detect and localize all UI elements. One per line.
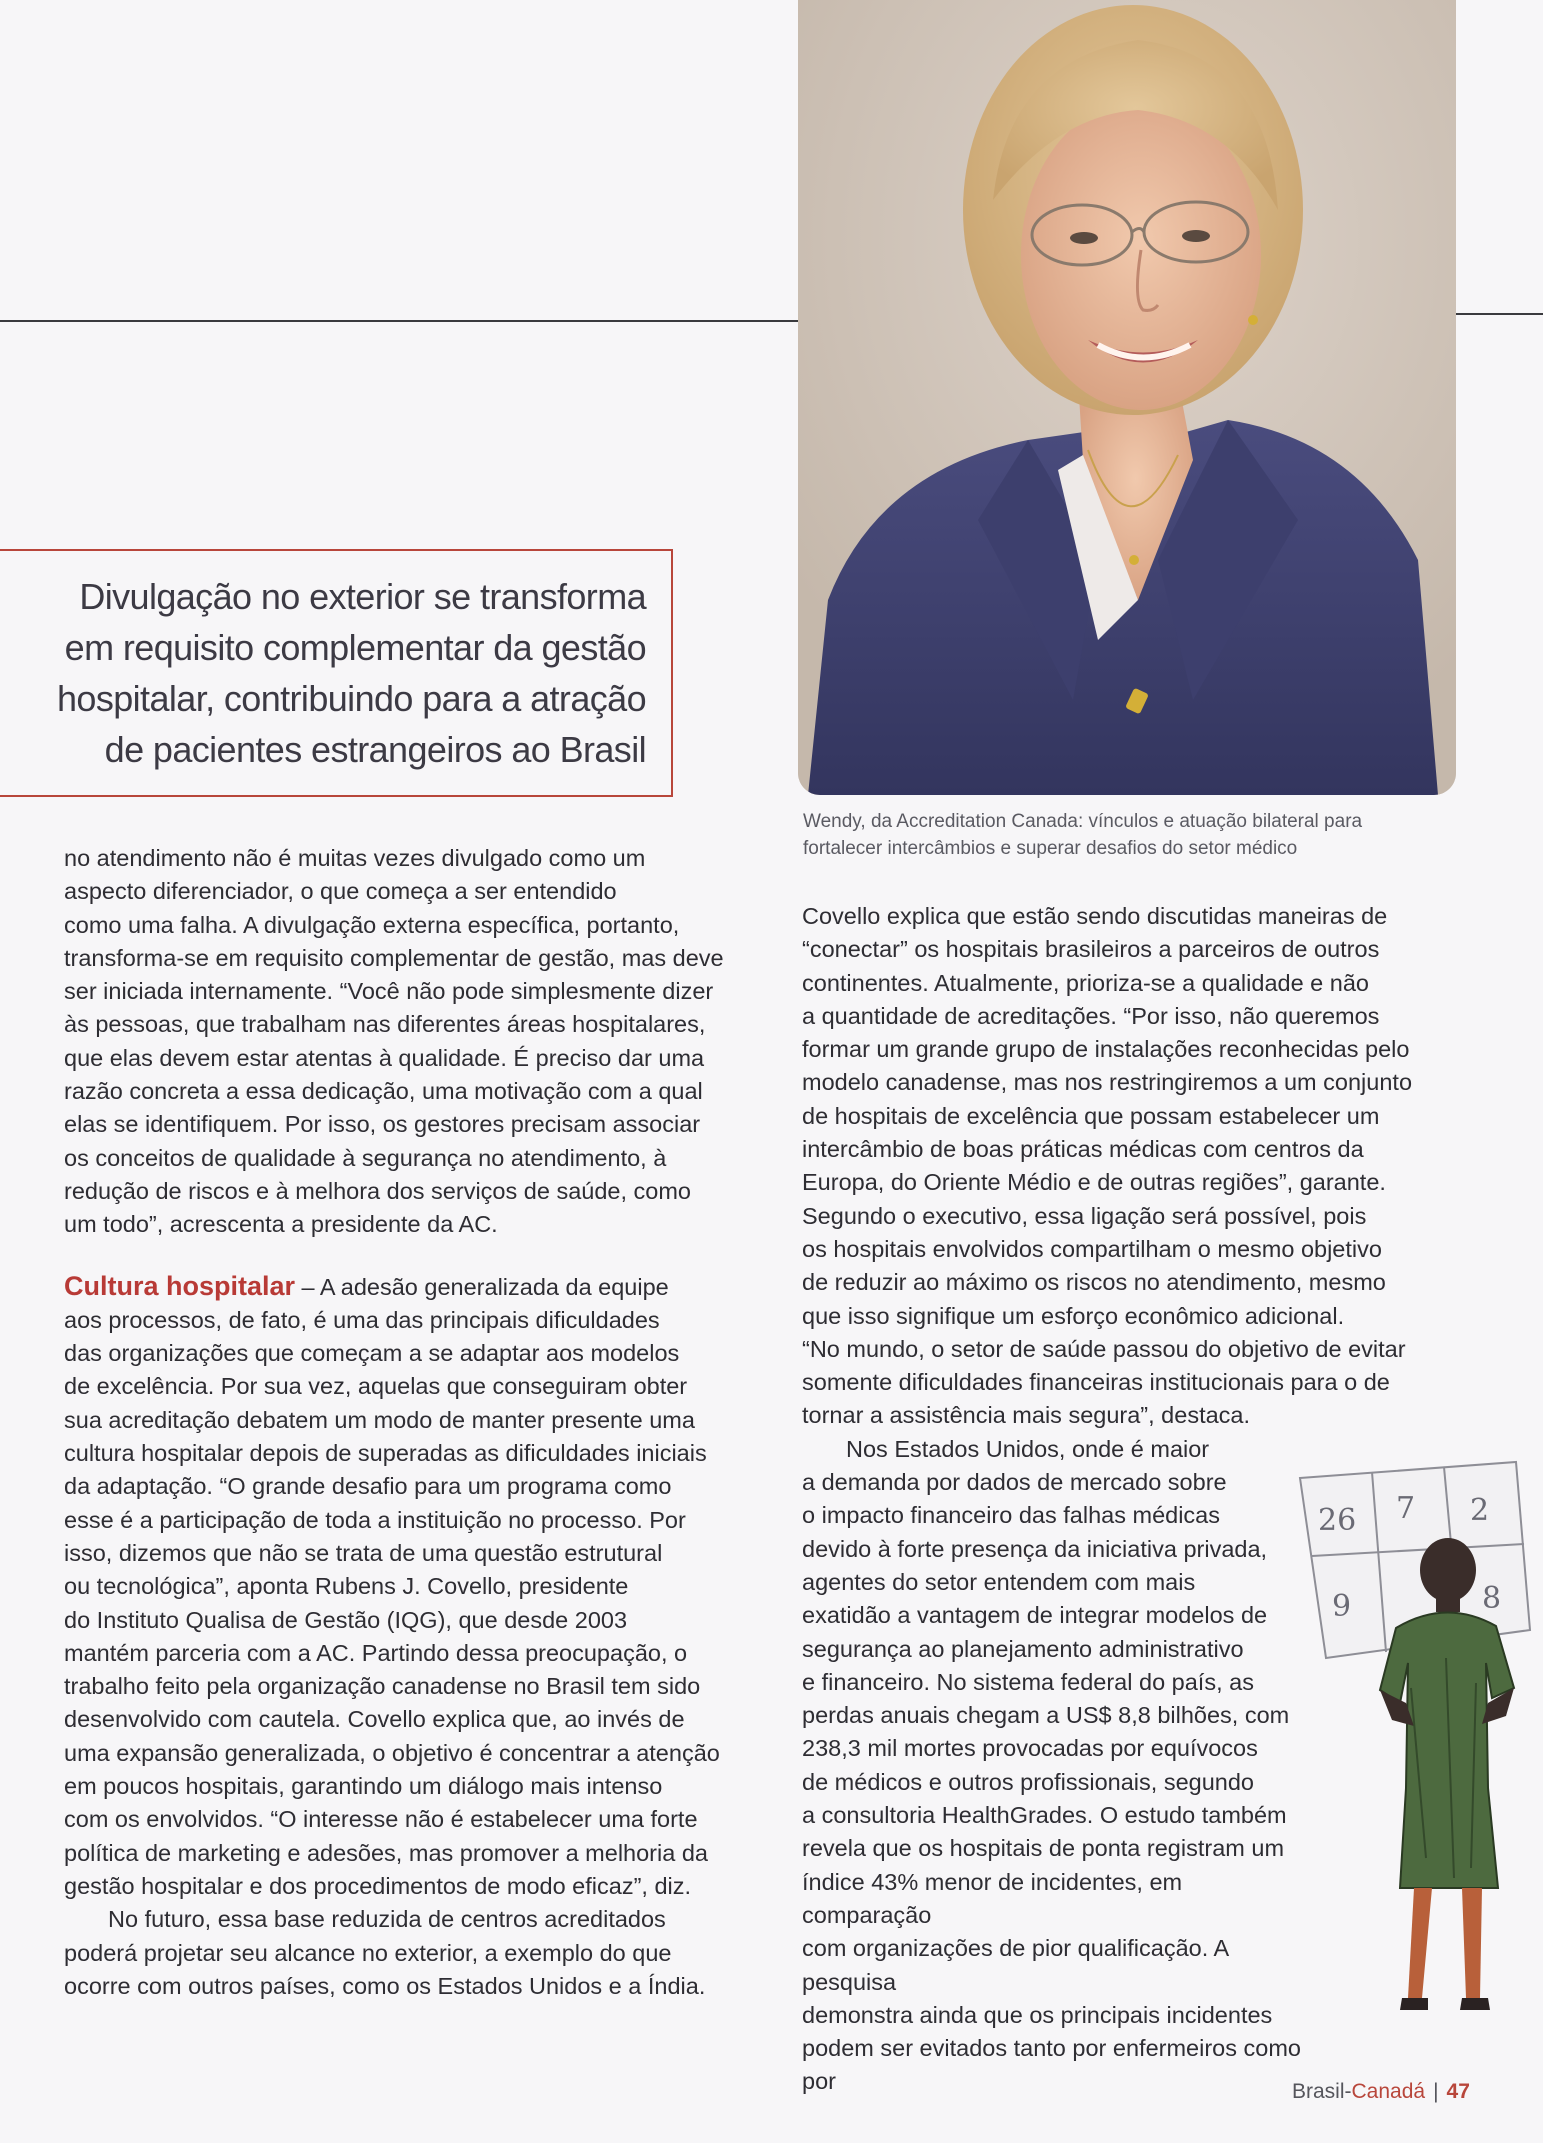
text-line: transforma-se em requisito complementar de gestão, mas deve xyxy=(64,944,724,971)
text-line: ocorre com outros países, como os Estados Unidos e a Índia. xyxy=(64,1972,706,1999)
text-line: redução de riscos e à melhora dos serviços de saúde, como xyxy=(64,1177,691,1204)
paragraph xyxy=(64,1903,734,2003)
text-line: revela que os hospitais de ponta registram um xyxy=(802,1835,1285,1862)
text-line: política de marketing e adesões, mas promover a melhoria da xyxy=(64,1839,708,1866)
pullquote-box xyxy=(0,549,673,797)
paragraph xyxy=(802,1433,1302,2099)
text-line: como uma falha. A divulgação externa específica, portanto, xyxy=(64,911,680,938)
pullquote-line: hospitalar, contribuindo para a atração xyxy=(56,678,646,719)
text-line: de excelência. Por sua vez, aquelas que conseguiram obter xyxy=(64,1373,688,1400)
text-line: ou tecnológica”, aponta Rubens J. Covello, presidente xyxy=(64,1573,629,1600)
text-line: tornar a assistência mais segura”, destaca. xyxy=(802,1402,1251,1429)
text-line: demonstra ainda que os principais incidentes xyxy=(802,2001,1273,2028)
text-line: das organizações que começam a se adaptar aos modelos xyxy=(64,1340,680,1367)
photo-caption xyxy=(803,808,1423,862)
text-line: elas se identifiquem. Por isso, os gestores precisam associar xyxy=(64,1111,701,1138)
pullquote xyxy=(40,571,646,775)
text-line: “conectar” os hospitais brasileiros a parceiros de outros xyxy=(802,936,1380,963)
text-line: ser iniciada internamente. “Você não pode simplesmente dizer xyxy=(64,978,714,1005)
text-line: aos processos, de fato, é uma das principais dificuldades xyxy=(64,1306,660,1333)
text-line: a consultoria HealthGrades. O estudo também xyxy=(802,1802,1287,1829)
text-line: poderá projetar seu alcance no exterior, a exemplo do que xyxy=(64,1939,672,1966)
chart-number: 26 xyxy=(1318,1503,1357,1538)
text-line: isso, dizemos que não se trata de uma questão estrutural xyxy=(64,1539,663,1566)
text-line: desenvolvido com cautela. Covello explica que, ao invés de xyxy=(64,1706,685,1733)
text-line: continentes. Atualmente, prioriza-se a qualidade e não xyxy=(802,969,1369,996)
caption-line: Wendy, da Accreditation Canada: vínculos e atuação bilateral para xyxy=(803,811,1363,832)
text-line: No futuro, essa base reduzida de centros acreditados xyxy=(108,1906,666,1933)
text-line: o impacto financeiro das falhas médicas xyxy=(802,1502,1220,1529)
text-line: de hospitais de excelência que possam estabelecer um xyxy=(802,1102,1380,1129)
text-line: mantém parceria com a AC. Partindo dessa preocupação, o xyxy=(64,1639,688,1666)
text-line: em poucos hospitais, garantindo um diálogo mais intenso xyxy=(64,1773,663,1800)
chart-number: 8 xyxy=(1482,1581,1502,1616)
text-line: exatidão a vantagem de integrar modelos de xyxy=(802,1602,1268,1629)
text-line: agentes do setor entendem com mais xyxy=(802,1568,1196,1595)
text-line: os conceitos de qualidade à segurança no atendimento, à xyxy=(64,1144,667,1171)
text-line: que isso signifique um esforço econômico adicional. xyxy=(802,1302,1345,1329)
text-line: intercâmbio de boas práticas médicas com centros da xyxy=(802,1136,1364,1163)
text-line: de médicos e outros profissionais, segundo xyxy=(802,1768,1254,1795)
portrait-photo xyxy=(798,0,1456,795)
paragraph xyxy=(64,1270,734,1904)
text-line: índice 43% menor de incidentes, em comparação xyxy=(802,1868,1183,1928)
footer-separator: | xyxy=(1433,2080,1439,2103)
text-line: de reduzir ao máximo os riscos no atendimento, mesmo xyxy=(802,1269,1386,1296)
paragraph xyxy=(64,842,734,1242)
text-line: Europa, do Oriente Médio e de outras regiões”, garante. xyxy=(802,1169,1386,1196)
text-line: devido à forte presença da iniciativa privada, xyxy=(802,1535,1268,1562)
text-line: cultura hospitalar depois de superadas as dificuldades iniciais xyxy=(64,1440,707,1467)
text-line: formar um grande grupo de instalações reconhecidas pelo xyxy=(802,1036,1410,1063)
text-line: os hospitais envolvidos compartilham o mesmo objetivo xyxy=(802,1235,1382,1262)
text-line: podem ser evitados tanto por enfermeiros como por xyxy=(802,2035,1301,2095)
woman-chart-illustration xyxy=(1296,1458,1536,2036)
text-line: da adaptação. “O grande desafio para um programa como xyxy=(64,1473,672,1500)
text-line: um todo”, acrescenta a presidente da AC. xyxy=(64,1211,498,1238)
text-line: a demanda por dados de mercado sobre xyxy=(802,1469,1227,1496)
text-line: 238,3 mil mortes provocadas por equívocos xyxy=(802,1735,1258,1762)
text-line: – A adesão generalizada da equipe xyxy=(295,1273,669,1300)
text-line: sua acreditação debatem um modo de manter presente uma xyxy=(64,1406,695,1433)
text-line: trabalho feito pela organização canadense no Brasil tem sido xyxy=(64,1673,701,1700)
text-line: no atendimento não é muitas vezes divulgado como um xyxy=(64,845,646,871)
pullquote-line: Divulgação no exterior se transforma xyxy=(79,576,646,617)
section-subhead: Cultura hospitalar xyxy=(64,1270,296,1301)
page-number: 47 xyxy=(1446,2080,1470,2103)
text-line: que elas devem estar atentas à qualidade. É preciso dar uma xyxy=(64,1044,705,1071)
text-line: Segundo o executivo, essa ligação será possível, pois xyxy=(802,1202,1367,1229)
footer-brand-part2: Canadá xyxy=(1351,2080,1426,2103)
text-line: modelo canadense, mas nos restringiremos a um conjunto xyxy=(802,1069,1413,1096)
text-line: razão concreta a essa dedicação, uma motivação com a qual xyxy=(64,1078,703,1105)
page-footer xyxy=(1292,2080,1470,2104)
caption-line: fortalecer intercâmbios e superar desafios do setor médico xyxy=(803,838,1298,859)
text-line: com os envolvidos. “O interesse não é estabelecer uma forte xyxy=(64,1806,698,1833)
text-line: Covello explica que estão sendo discutidas maneiras de xyxy=(802,903,1388,929)
text-line: “No mundo, o setor de saúde passou do objetivo de evitar xyxy=(802,1335,1406,1362)
horizontal-rule-right xyxy=(1452,313,1543,315)
paragraph xyxy=(802,900,1462,1433)
pullquote-line: em requisito complementar da gestão xyxy=(64,627,646,668)
text-line: uma expansão generalizada, o objetivo é concentrar a atenção xyxy=(64,1739,720,1766)
chart-number: 7 xyxy=(1396,1491,1416,1526)
text-line: com organizações de pior qualificação. A pesquisa xyxy=(802,1935,1228,1995)
chart-number: 9 xyxy=(1332,1589,1352,1624)
text-line: perdas anuais chegam a US$ 8,8 bilhões, com xyxy=(802,1702,1290,1729)
text-line: e financeiro. No sistema federal do país, as xyxy=(802,1668,1254,1695)
left-column xyxy=(64,842,734,2003)
text-line: gestão hospitalar e dos procedimentos de modo eficaz”, diz. xyxy=(64,1872,692,1899)
text-line: às pessoas, que trabalham nas diferentes áreas hospitalares, xyxy=(64,1011,706,1038)
text-line: esse é a participação de toda a instituição no processo. Por xyxy=(64,1506,686,1533)
text-line: somente dificuldades financeiras institucionais para o de xyxy=(802,1369,1390,1396)
text-line: aspecto diferenciador, o que começa a ser entendido xyxy=(64,878,617,905)
footer-brand-part1: Brasil- xyxy=(1292,2080,1352,2103)
text-line: do Instituto Qualisa de Gestão (IQG), que desde 2003 xyxy=(64,1606,628,1633)
chart-number: 2 xyxy=(1470,1493,1490,1528)
text-line: Nos Estados Unidos, onde é maior xyxy=(846,1435,1210,1462)
horizontal-rule-left xyxy=(0,320,798,322)
pullquote-line: de pacientes estrangeiros ao Brasil xyxy=(104,729,646,770)
text-line: segurança ao planejamento administrativo xyxy=(802,1635,1244,1662)
text-line: a quantidade de acreditações. “Por isso, não queremos xyxy=(802,1002,1380,1029)
